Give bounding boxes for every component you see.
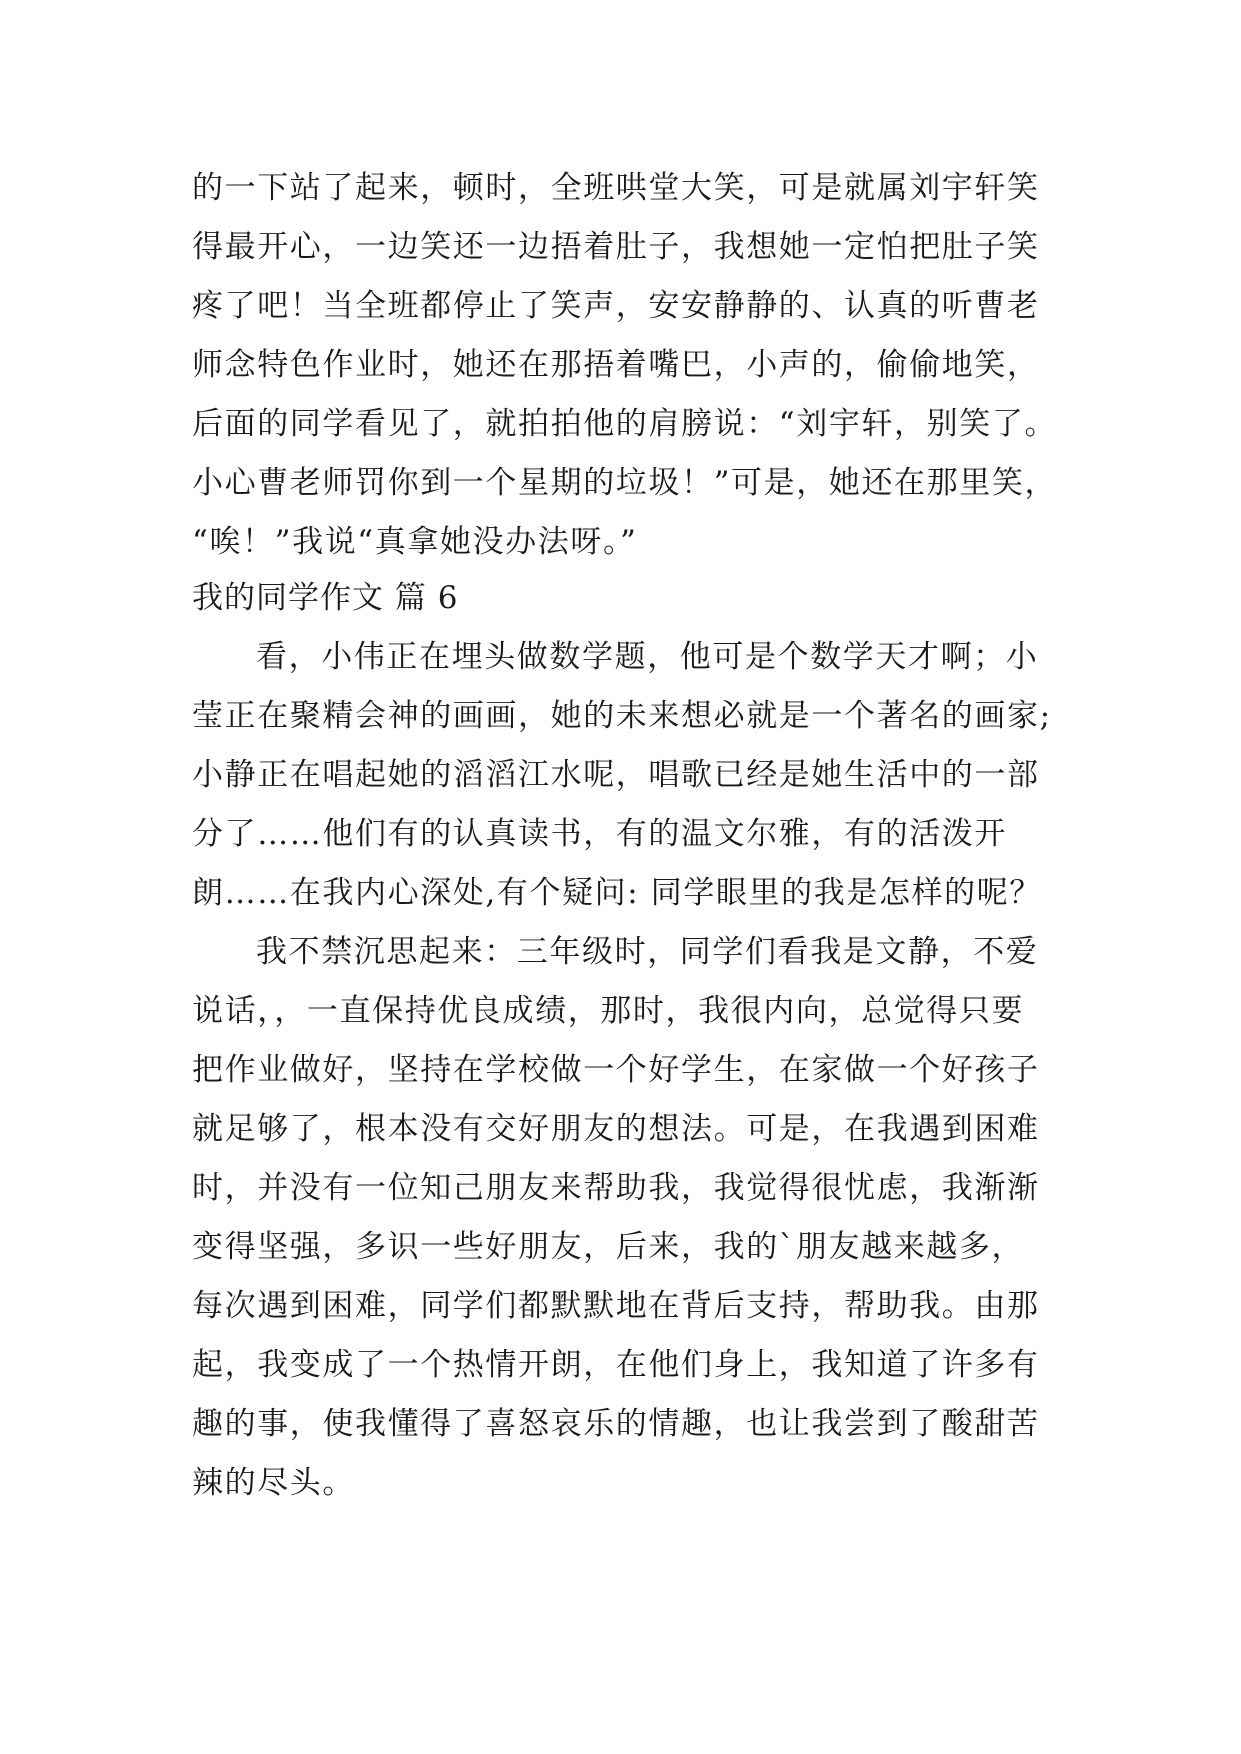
paragraph-2-line-4: 分了……他们有的认真读书，有的温文尔雅，有的活泼开 (192, 816, 1007, 852)
paragraph-3-line-1: 我不禁沉思起来：三年级时，同学们看我是文静，不爱 (256, 934, 1039, 970)
paragraph-3-line-8: 起，我变成了一个热情开朗，在他们身上，我知道了许多有 (192, 1347, 1040, 1383)
section-heading: 我的同学作文 篇 6 (192, 580, 459, 616)
paragraph-2-line-5: 朗……在我内心深处,有个疑问: 同学眼里的我是怎样的呢？ (192, 875, 1042, 911)
paragraph-1-line-6: 小心曹老师罚你到一个星期的垃圾！”可是，她还在那里笑， (192, 465, 1058, 501)
paragraph-3-line-2: 说话，，一直保持优良成绩，那时，我很内向，总觉得只要 (192, 993, 1025, 1029)
paragraph-2-line-3: 小静正在唱起她的滔滔江水呢，唱歌已经是她生活中的一部 (192, 757, 1040, 793)
paragraph-1-line-5: 后面的同学看见了，就拍拍他的肩膀说：“刘宇轩，别笑了。 (192, 406, 1058, 442)
paragraph-3-line-6: 变得坚强，多识一些好朋友，后来，我的`朋友越来越多， (192, 1229, 1025, 1265)
paragraph-3-line-3: 把作业做好，坚持在学校做一个好学生，在家做一个好孩子 (192, 1052, 1040, 1088)
paragraph-2-line-2: 莹正在聚精会神的画画，她的未来想必就是一个著名的画家; (192, 698, 1052, 734)
paragraph-3-line-7: 每次遇到困难，同学们都默默地在背后支持，帮助我。由那 (192, 1288, 1040, 1324)
paragraph-2-line-1: 看，小伟正在埋头做数学题，他可是个数学天才啊；小 (256, 639, 1039, 675)
paragraph-3-line-5: 时，并没有一位知己朋友来帮助我，我觉得很忧虑，我渐渐 (192, 1170, 1040, 1206)
paragraph-1-line-1: 的一下站了起来，顿时，全班哄堂大笑，可是就属刘宇轩笑 (192, 170, 1040, 206)
paragraph-3-line-9: 趣的事，使我懂得了喜怒哀乐的情趣，也让我尝到了酸甜苦 (192, 1406, 1040, 1442)
paragraph-3-line-4: 就足够了，根本没有交好朋友的想法。可是，在我遇到困难 (192, 1111, 1040, 1147)
paragraph-1-line-4: 师念特色作业时，她还在那捂着嘴巴，小声的，偷偷地笑， (192, 347, 1040, 383)
paragraph-1-line-7: “唉！”我说“真拿她没办法呀。” (192, 524, 638, 560)
paragraph-3-line-10: 辣的尽头。 (192, 1465, 355, 1501)
paragraph-1-line-3: 疼了吧！当全班都停止了笑声，安安静静的、认真的听曹老 (192, 288, 1040, 324)
paragraph-1-line-2: 得最开心，一边笑还一边捂着肚子，我想她一定怕把肚子笑 (192, 229, 1040, 265)
